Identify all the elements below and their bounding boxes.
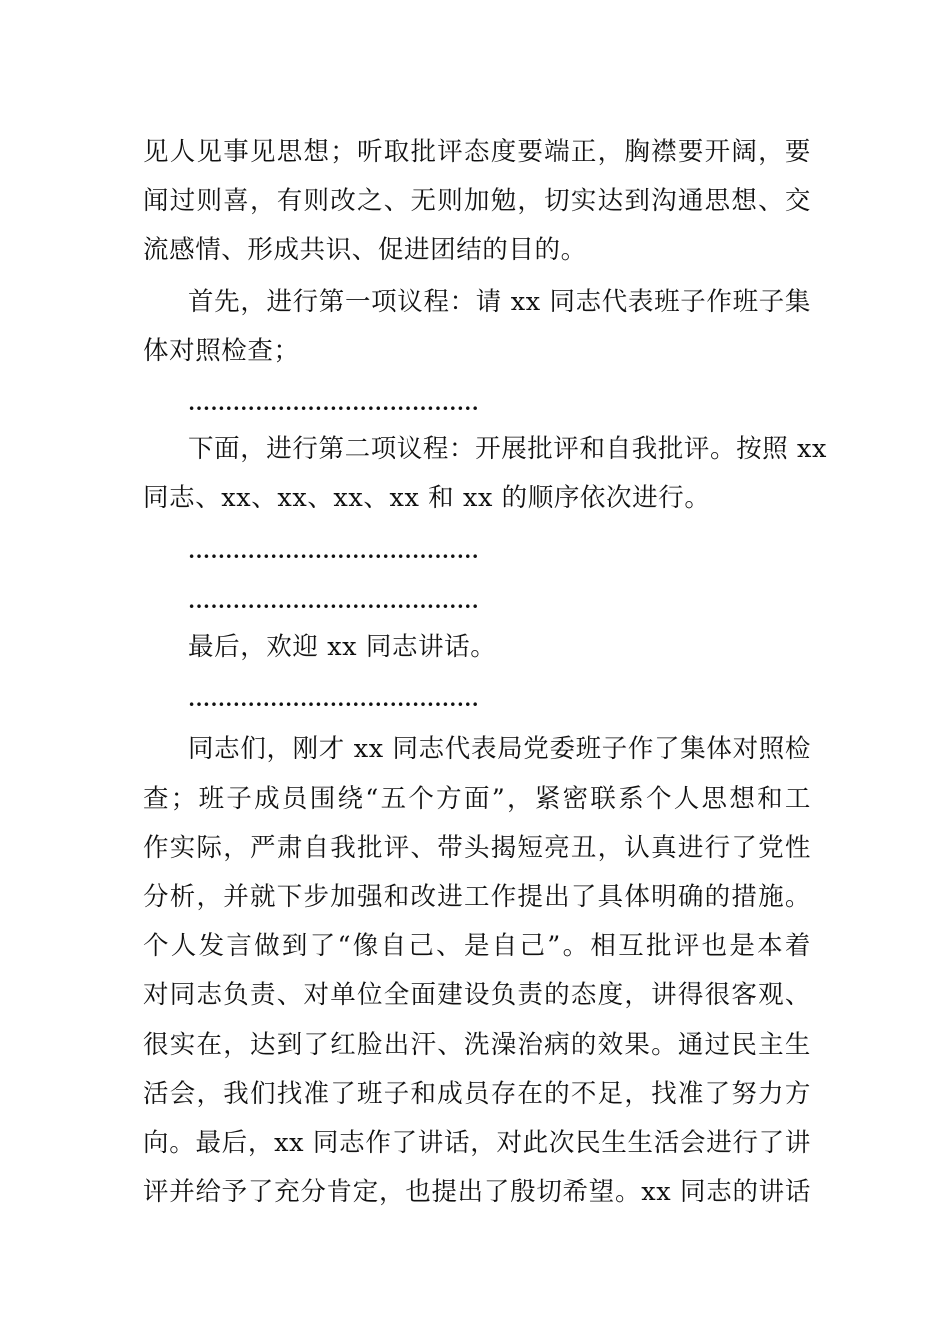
paragraph-line: 向。最后，xx 同志作了讲话，对此次民生生活会进行了讲	[143, 1128, 811, 1158]
paragraph-line: 体对照检查；	[143, 336, 300, 366]
ellipsis-divider: …………………………………	[188, 686, 480, 711]
paragraph-line: 作实际，严肃自我批评、带头揭短亮丑，认真进行了党性	[143, 833, 811, 863]
paragraph-line: 见人见事见思想；听取批评态度要端正，胸襟要开阔，要	[143, 137, 811, 167]
paragraph-line: 对同志负责、对单位全面建设负责的态度，讲得很客观、	[143, 980, 811, 1010]
summary-paragraph-start: 同志们，刚才 xx 同志代表局党委班子作了集体对照检	[188, 734, 811, 764]
paragraph-line: 闻过则喜，有则改之、无则加勉，切实达到沟通思想、交	[143, 186, 811, 216]
paragraph-line: 很实在，达到了红脸出汗、洗澡治病的效果。通过民主生	[143, 1030, 811, 1060]
ellipsis-divider: …………………………………	[188, 538, 480, 563]
agenda-item-second: 下面，进行第二项议程：开展批评和自我批评。按照 xx	[188, 434, 827, 464]
ellipsis-divider: …………………………………	[188, 588, 480, 613]
paragraph-line: 查；班子成员围绕“五个方面”，紧密联系个人思想和工	[143, 784, 811, 814]
paragraph-line: 评并给予了充分肯定，也提出了殷切希望。xx 同志的讲话	[143, 1177, 811, 1207]
paragraph-line: 流感情、形成共识、促进团结的目的。	[143, 235, 587, 265]
paragraph-line: 个人发言做到了“像自己、是自己”。相互批评也是本着	[143, 931, 811, 961]
agenda-item-first: 首先，进行第一项议程：请 xx 同志代表班子作班子集	[188, 287, 811, 317]
paragraph-line: 分析，并就下步加强和改进工作提出了具体明确的措施。	[143, 882, 811, 912]
ellipsis-divider: …………………………………	[188, 390, 480, 415]
paragraph-line: 同志、xx、xx、xx、xx 和 xx 的顺序依次进行。	[143, 483, 711, 513]
paragraph-line: 活会，我们找准了班子和成员存在的不足，找准了努力方	[143, 1079, 811, 1109]
agenda-item-final: 最后，欢迎 xx 同志讲话。	[188, 632, 497, 662]
